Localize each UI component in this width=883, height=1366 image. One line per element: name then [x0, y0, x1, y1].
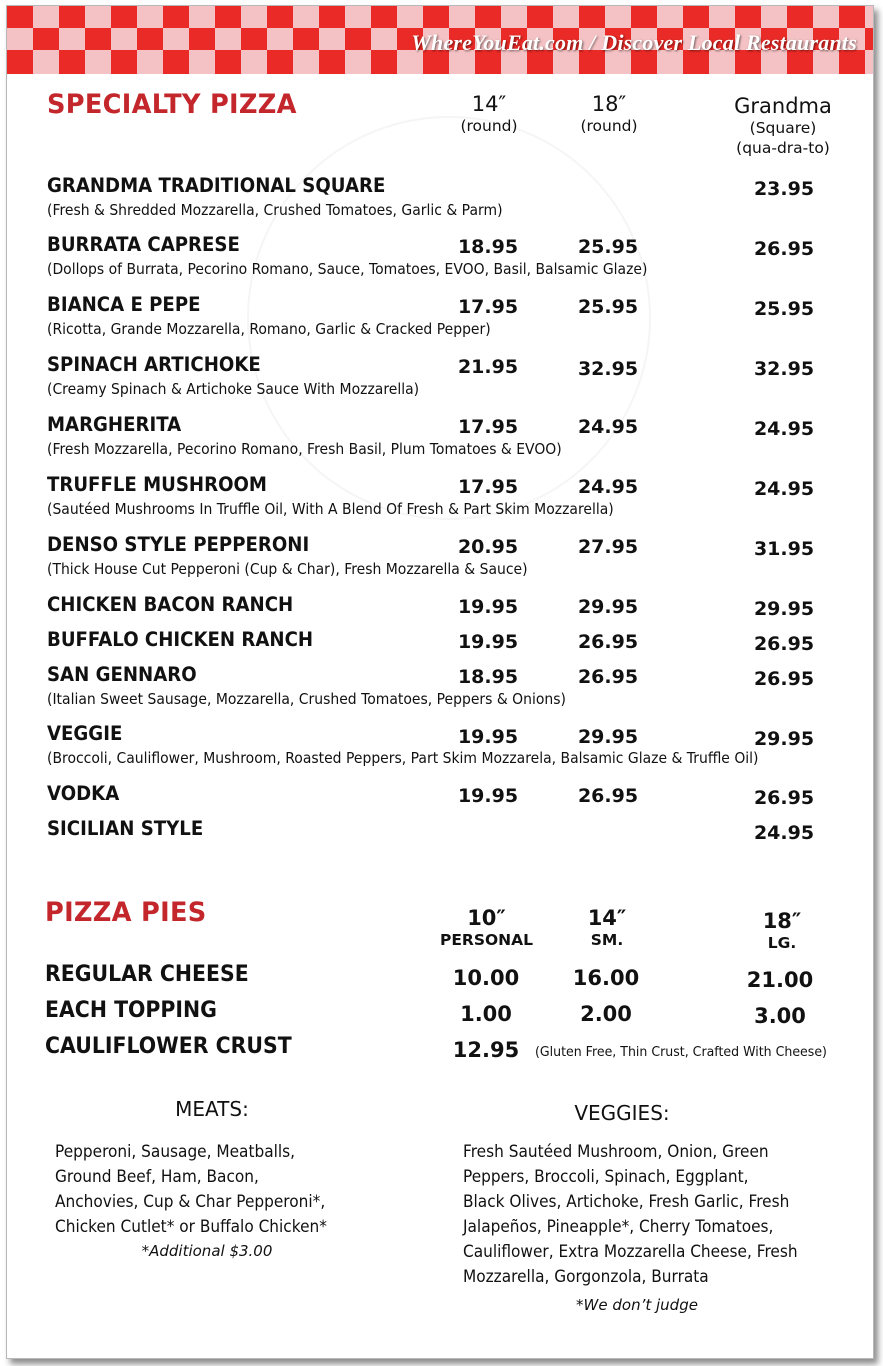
item-name: CHICKEN BACON RANCH [47, 593, 294, 616]
col-sub: (Square) [749, 119, 817, 137]
meats-line: Ground Beef, Ham, Bacon, [55, 1167, 259, 1186]
price-18: 24.95 [577, 416, 639, 438]
price-14: 19.95 [457, 726, 519, 748]
price-18: 26.95 [577, 631, 639, 653]
col-sub: (round) [460, 117, 518, 135]
pie-row-name: CAULIFLOWER CRUST [45, 1034, 292, 1059]
item-name: MARGHERITA [47, 413, 182, 436]
item-desc: (Dollops of Burrata, Pecorino Romano, Sauce, Tomatoes, EVOO, Basil, Balsamic Glaze) [47, 260, 648, 278]
item-name: GRANDMA TRADITIONAL SQUARE [47, 174, 386, 197]
price-18: 27.95 [577, 536, 639, 558]
price-14: 17.95 [457, 296, 519, 318]
item-desc: (Thick House Cut Pepperoni (Cup & Char), Fresh Mozzarella & Sauce) [47, 560, 528, 578]
meats-note: *Additional $3.00 [141, 1242, 273, 1260]
pie-price-14: 2.00 [580, 1002, 632, 1026]
price-18: 29.95 [577, 726, 639, 748]
item-desc: (Sautéed Mushrooms In Truffle Oil, With A Blend Of Fresh & Part Skim Mozzarella) [47, 500, 614, 518]
specialty-col-grandma-header [723, 94, 843, 158]
price-18: 25.95 [577, 296, 639, 318]
pie-price-10: 1.00 [460, 1002, 512, 1026]
meats-title: MEATS: [175, 1097, 249, 1121]
pies-col-14-header [562, 906, 652, 950]
col-size: 14″ [471, 92, 507, 116]
checkered-border-row-1 [7, 6, 873, 28]
price-18: 32.95 [577, 358, 639, 380]
col-sub-2: (qua-dra-to) [736, 139, 830, 157]
veggies-line: Peppers, Broccoli, Spinach, Eggplant, [463, 1167, 749, 1186]
col-sub: SM. [590, 931, 624, 949]
price-14: 21.95 [457, 356, 519, 378]
veggies-list [463, 1139, 823, 1289]
price-grandma: 24.95 [753, 822, 815, 844]
pie-price-18: 21.00 [746, 968, 814, 992]
col-size: 18″ [591, 92, 627, 116]
item-name: TRUFFLE MUSHROOM [47, 473, 267, 496]
price-grandma: 24.95 [753, 418, 815, 440]
price-grandma: 31.95 [753, 538, 815, 560]
veggies-line: Jalapeños, Pineapple*, Cherry Tomatoes, [463, 1217, 774, 1236]
item-name: SPINACH ARTICHOKE [47, 353, 261, 376]
price-grandma: 26.95 [753, 787, 815, 809]
pie-price-10: 12.95 [452, 1038, 520, 1062]
price-grandma: 29.95 [753, 728, 815, 750]
price-18: 25.95 [577, 236, 639, 258]
price-14: 19.95 [457, 631, 519, 653]
pie-price-18: 3.00 [754, 1004, 806, 1028]
pie-price-14: 16.00 [572, 966, 640, 990]
item-name: VODKA [47, 782, 120, 805]
price-14: 19.95 [457, 596, 519, 618]
item-name: BURRATA CAPRESE [47, 233, 240, 256]
item-desc: (Fresh & Shredded Mozzarella, Crushed Tomatoes, Garlic & Parm) [47, 201, 503, 219]
price-grandma: 32.95 [753, 358, 815, 380]
specialty-col-14-header [444, 92, 534, 136]
col-sub: (round) [580, 117, 638, 135]
cauliflower-note: (Gluten Free, Thin Crust, Crafted With Cheese) [535, 1044, 827, 1060]
item-desc: (Ricotta, Grande Mozzarella, Romano, Garlic & Cracked Pepper) [47, 320, 491, 338]
meats-line: Anchovies, Cup & Char Pepperoni*, [55, 1192, 326, 1211]
pie-price-10: 10.00 [452, 966, 520, 990]
item-desc: (Fresh Mozzarella, Pecorino Romano, Fresh Basil, Plum Tomatoes & EVOO) [47, 440, 562, 458]
item-name: DENSO STYLE PEPPERONI [47, 533, 310, 556]
veggies-note: *We don’t judge [576, 1296, 698, 1314]
menu-page [6, 5, 874, 1359]
meats-line: Pepperoni, Sausage, Meatballs, [55, 1142, 296, 1161]
price-18: 26.95 [577, 785, 639, 807]
col-size: 18″ [762, 909, 802, 933]
item-name: SAN GENNARO [47, 663, 197, 686]
pies-col-18-header [737, 909, 827, 953]
price-14: 19.95 [457, 785, 519, 807]
price-grandma: 26.95 [753, 238, 815, 260]
specialty-pizza-title: SPECIALTY PIZZA [47, 89, 297, 120]
col-size: 10″ [467, 906, 506, 930]
site-banner[interactable]: WhereYouEat.com / Discover Local Restaurants [411, 30, 857, 55]
item-name: SICILIAN STYLE [47, 817, 204, 840]
meats-list [55, 1139, 347, 1239]
price-18: 24.95 [577, 476, 639, 498]
item-desc: (Broccoli, Cauliflower, Mushroom, Roasted Peppers, Part Skim Mozzarela, Balsamic Glaze & Truffle Oil) [47, 749, 759, 767]
col-sub: PERSONAL [439, 931, 534, 949]
price-grandma: 26.95 [753, 668, 815, 690]
veggies-line: Fresh Sautéed Mushroom, Onion, Green [463, 1142, 769, 1161]
price-14: 17.95 [457, 476, 519, 498]
price-grandma: 23.95 [753, 178, 815, 200]
item-desc: (Italian Sweet Sausage, Mozzarella, Crushed Tomatoes, Peppers & Onions) [47, 690, 566, 708]
price-14: 17.95 [457, 416, 519, 438]
price-18: 29.95 [577, 596, 639, 618]
veggies-line: Cauliflower, Extra Mozzarella Cheese, Fresh [463, 1242, 798, 1261]
item-name: BIANCA E PEPE [47, 293, 201, 316]
pies-col-10-header [429, 906, 544, 950]
pie-row-name: EACH TOPPING [45, 998, 217, 1023]
veggies-line: Black Olives, Artichoke, Fresh Garlic, Fresh [463, 1192, 790, 1211]
price-14: 18.95 [457, 236, 519, 258]
col-size: 14″ [587, 906, 627, 930]
col-sub: LG. [767, 934, 797, 952]
specialty-col-18-header [564, 92, 654, 136]
item-name: BUFFALO CHICKEN RANCH [47, 628, 314, 651]
col-size: Grandma [734, 94, 832, 118]
veggies-line: Mozzarella, Gorgonzola, Burrata [463, 1267, 709, 1286]
price-18: 26.95 [577, 666, 639, 688]
price-14: 20.95 [457, 536, 519, 558]
item-name: VEGGIE [47, 722, 123, 745]
price-grandma: 25.95 [753, 298, 815, 320]
price-14: 18.95 [457, 666, 519, 688]
price-grandma: 24.95 [753, 478, 815, 500]
price-grandma: 29.95 [753, 598, 815, 620]
item-desc: (Creamy Spinach & Artichoke Sauce With Mozzarella) [47, 380, 420, 398]
pizza-pies-title: PIZZA PIES [45, 897, 207, 928]
pie-row-name: REGULAR CHEESE [45, 962, 249, 987]
meats-line: Chicken Cutlet* or Buffalo Chicken* [55, 1217, 327, 1236]
veggies-title: VEGGIES: [574, 1101, 670, 1125]
price-grandma: 26.95 [753, 633, 815, 655]
